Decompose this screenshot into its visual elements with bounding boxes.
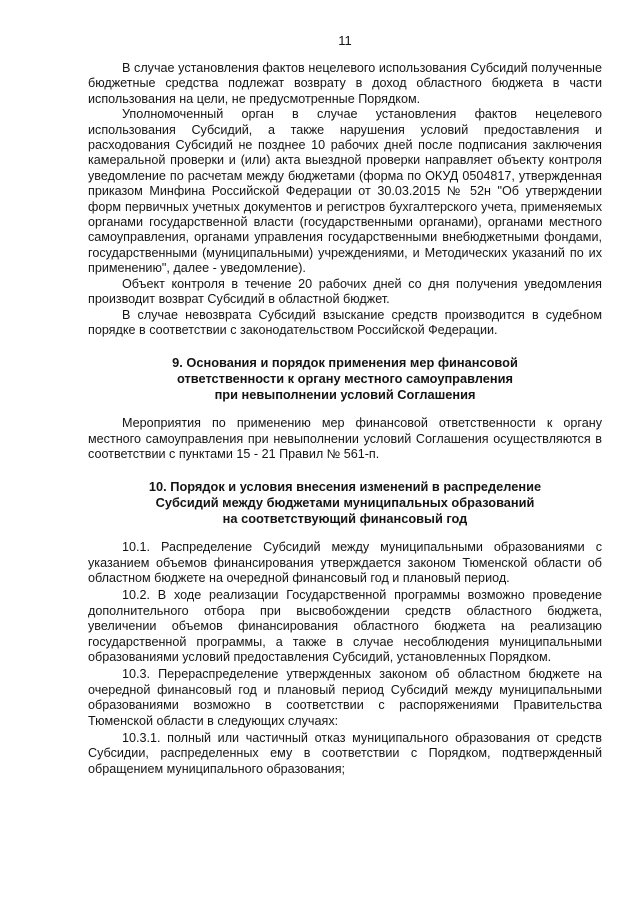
paragraph-10-2: 10.2. В ходе реализации Государственной программы возможно проведение дополнительного отбора при высвобождении средств областного бюджета, увеличении объемов финансирования областного бюджета на реализацию государственной программы, а также в случае несоблюдения муниципальными образованиями условий предоставления Субсидий, установленных Порядком. [88, 588, 602, 664]
section-10-heading-line: на соответствующий финансовый год [222, 510, 468, 526]
paragraph-financial-responsibility: Мероприятия по применению мер финансовой ответственности к органу местного самоуправления при невыполнении условий Соглашения осуществляются в соответствии с пунктами 15 - 21 Правил № 561-п. [88, 416, 602, 461]
section-9-heading [88, 355, 602, 402]
paragraph-10-1: 10.1. Распределение Субсидий между муниципальными образованиями с указанием объемов финансирования утверждается законом Тюменской области об областном бюджете на очередной финансовый год и плановый период. [88, 540, 602, 585]
section-10-heading-line: 10. Порядок и условия внесения изменений в распределение [148, 479, 542, 495]
paragraph-court-recovery: В случае невозврата Субсидий взыскание средств производится в судебном порядке в соответствии с законодательством Российской Федерации. [88, 307, 602, 337]
section-10-heading-line: Субсидий между бюджетами муниципальных образований [155, 494, 535, 510]
paragraph-10-3-1: 10.3.1. полный или частичный отказ муниципального образования от средств Субсидии, распределенных ему в соответствии с Порядком, подтвержденный обращением муниципального образования; [88, 730, 602, 776]
section-9-heading-line: при невыполнении условий Соглашения [214, 386, 476, 402]
section-9-heading-line: ответственности к органу местного самоуправления [177, 370, 513, 386]
section-9-heading-line: 9. Основания и порядок применения мер финансовой [172, 355, 518, 371]
section-10-heading [88, 479, 602, 526]
paragraph-notification: Уполномоченный орган в случае установления фактов нецелевого использования Субсидий, а также нарушения условий предоставления и расходования Субсидий не позднее 10 рабочих дней после подписания заключения камеральной проверки и (или) акта выездной проверки направляет объекту контроля уведомление по расчетам между бюджетами (форма по ОКУД 0504817, утвержденная приказом Минфина Российской Федерации от 30.03.2015 № 52н "Об утверждении форм первичных учетных документов и регистров бухгалтерского учета, применяемых органами государственной власти (государственными органами), органами местного самоуправления, органами управления государственными внебюджетными фондами, государственными (муниципальными) учреждениями, и Методических указаний по их применению", далее - уведомление). [88, 107, 602, 276]
page-number: 11 [338, 33, 352, 48]
paragraph-10-3: 10.3. Перераспределение утвержденных законом об областном бюджете на очередной финансовый год и плановый период Субсидий между муниципальными образованиями возможно в соответствии с распоряжениями Правительства Тюменской области в следующих случаях: [88, 667, 602, 728]
paragraph-misuse-return: В случае установления фактов нецелевого использования Субсидий полученные бюджетные средства подлежат возврату в доход областного бюджета в части использования на цели, не предусмотренные Порядком. [88, 61, 602, 106]
paragraph-return-deadline: Объект контроля в течение 20 рабочих дней со дня получения уведомления производит возврат Субсидий в областной бюджет. [88, 276, 602, 307]
